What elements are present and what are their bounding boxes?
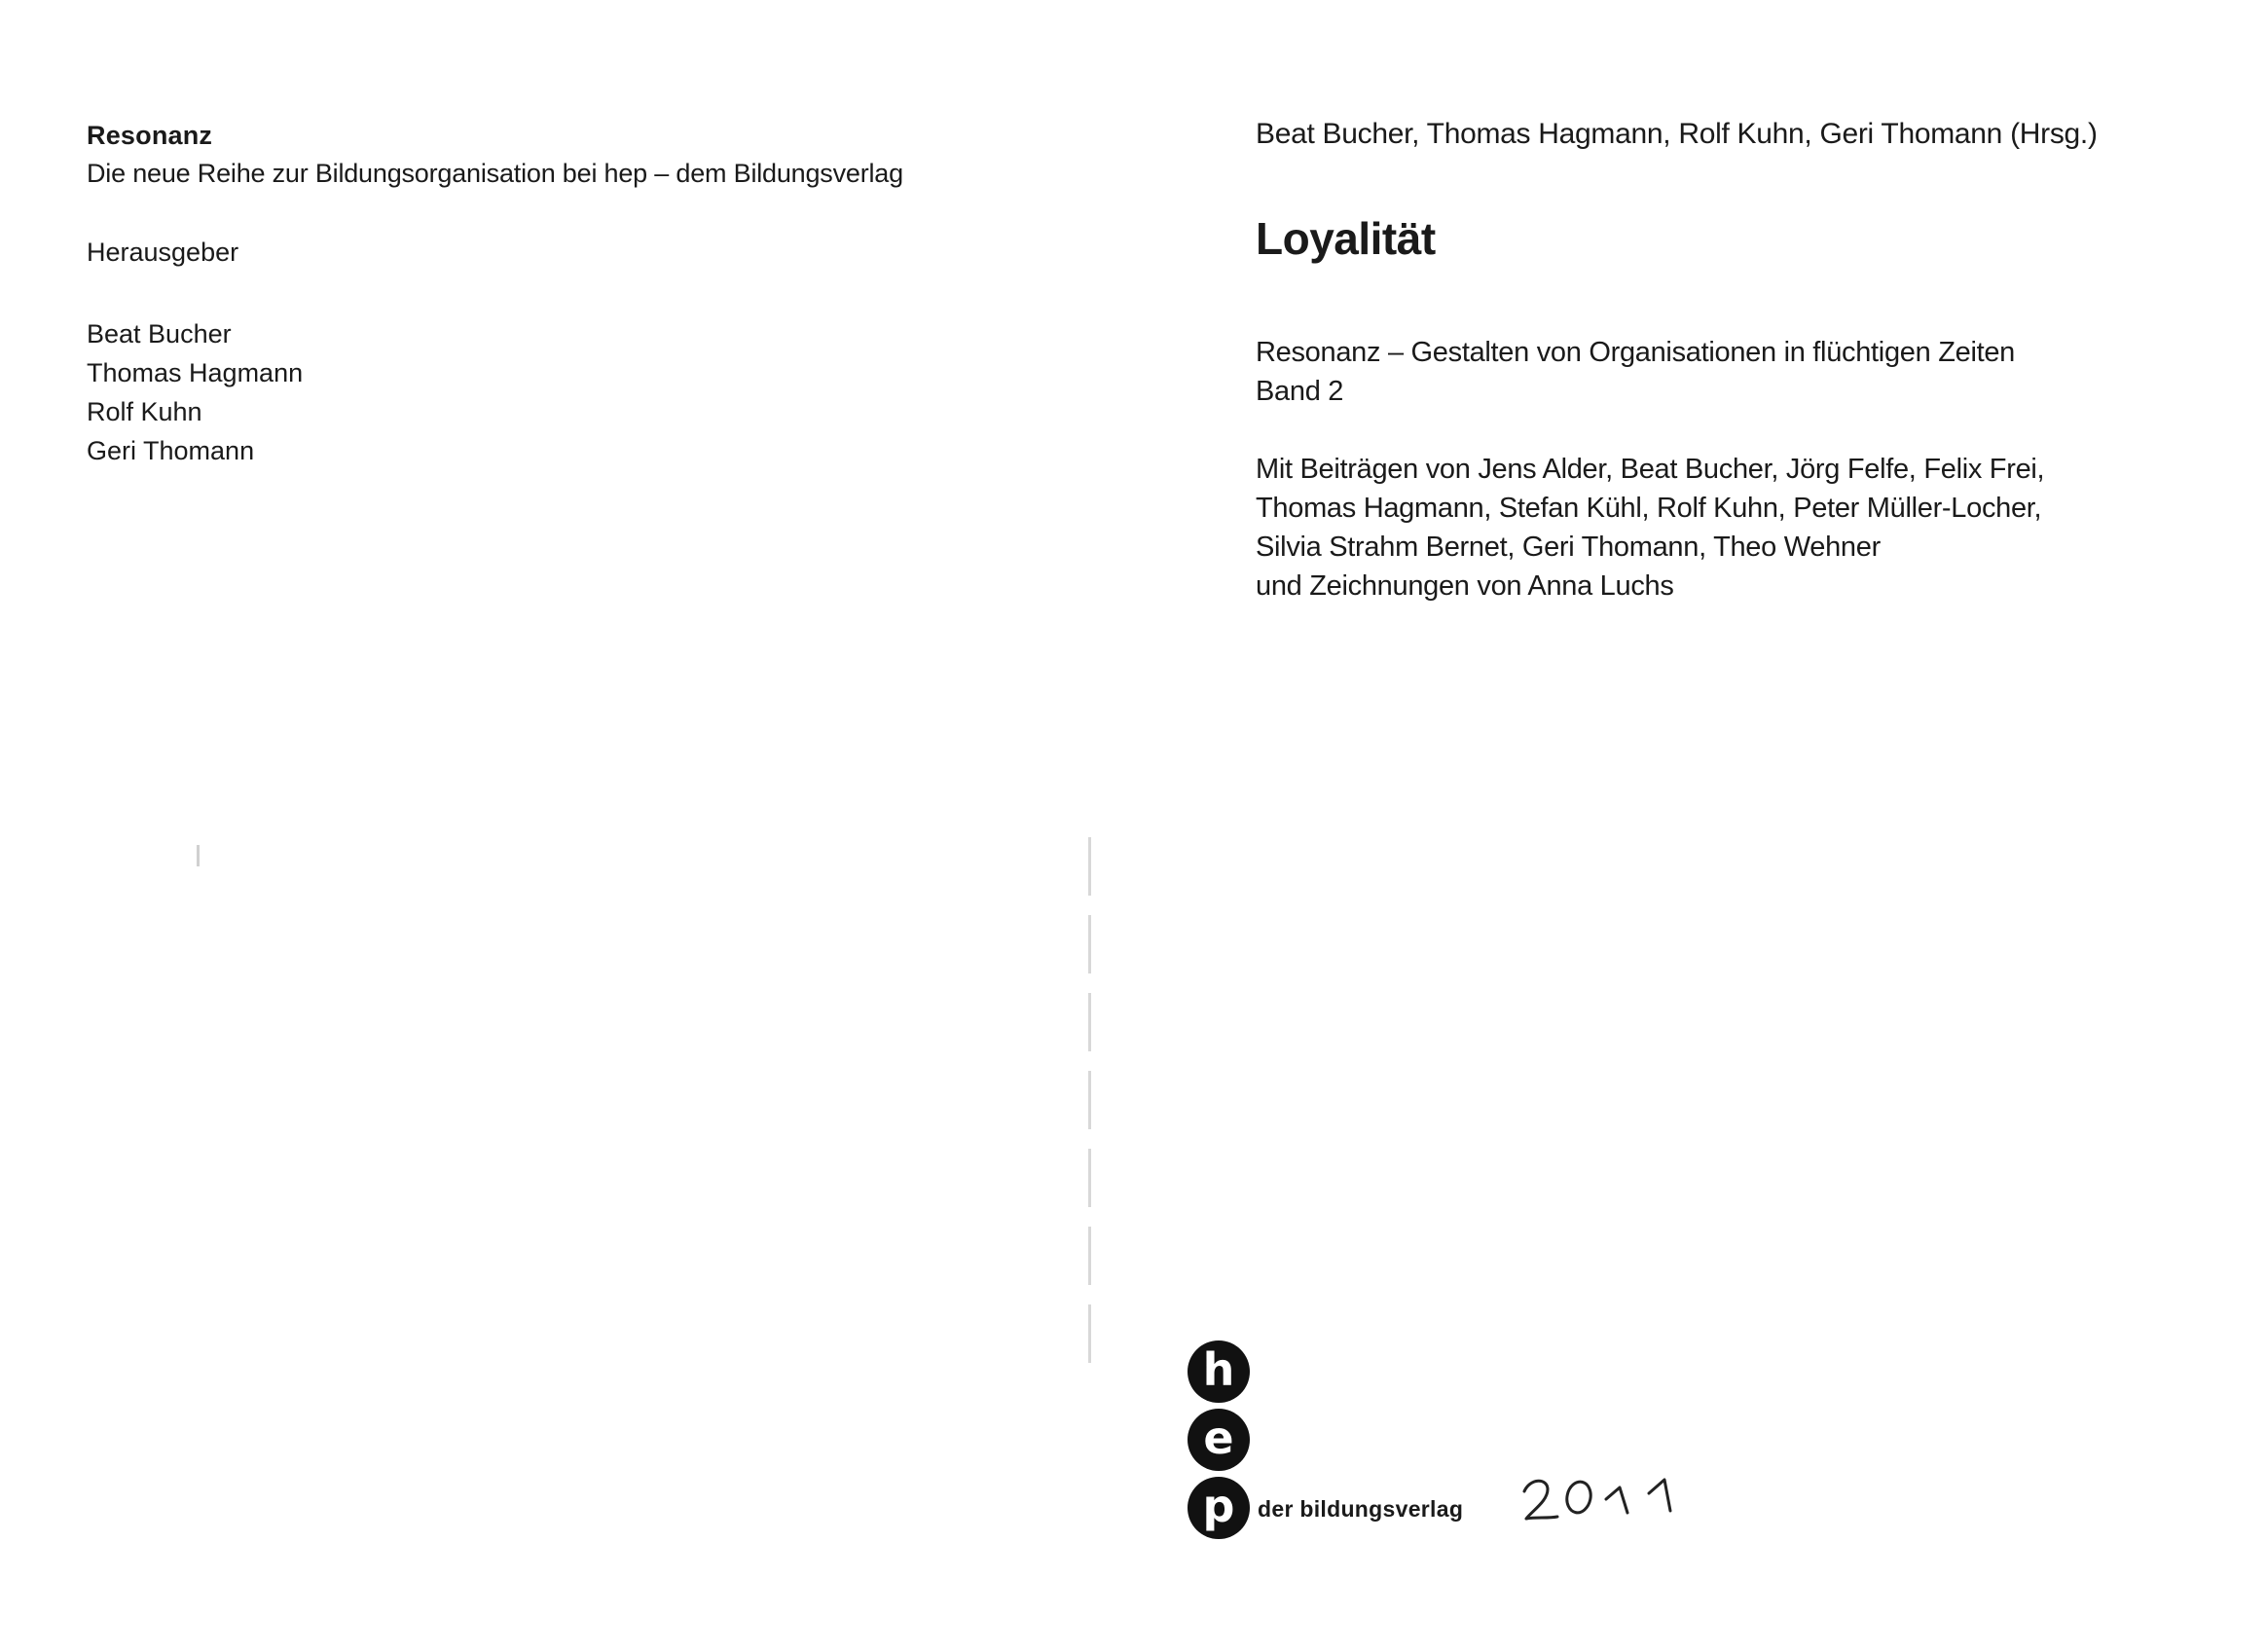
editor-name: Thomas Hagmann xyxy=(87,358,304,387)
left-page xyxy=(0,0,1090,1652)
series-title: Resonanz xyxy=(87,121,213,150)
editor-name: Beat Bucher xyxy=(87,319,232,349)
authors-line: Beat Bucher, Thomas Hagmann, Rolf Kuhn, Geri Thomann (Hrsg.) xyxy=(1256,118,2098,150)
volume-number: Band 2 xyxy=(1256,376,1344,407)
series-subtitle: Die neue Reihe zur Bildungsorganisation bei hep – dem Bildungsverlag xyxy=(87,159,903,188)
logo-letter-e: e xyxy=(1188,1409,1250,1471)
editor-name: Geri Thomann xyxy=(87,436,255,465)
contributors-line: Thomas Hagmann, Stefan Kühl, Rolf Kuhn, Peter Müller-Locher, xyxy=(1256,493,2042,524)
publisher-name: der bildungsverlag xyxy=(1258,1496,1464,1522)
contributors-line: und Zeichnungen von Anna Luchs xyxy=(1256,570,1674,602)
series-line: Resonanz – Gestalten von Organisationen in flüchtigen Zeiten xyxy=(1256,337,2015,368)
logo-letter-p: p xyxy=(1188,1477,1250,1539)
book-title: Loyalität xyxy=(1256,213,1436,264)
scan-speck xyxy=(197,845,200,866)
contributors-line: Silvia Strahm Bernet, Geri Thomann, Theo Wehner xyxy=(1256,532,1881,563)
contributors-line: Mit Beiträgen von Jens Alder, Beat Bucher, Jörg Felfe, Felix Frei, xyxy=(1256,454,2045,485)
editors-list xyxy=(87,314,303,470)
series-block xyxy=(1256,333,2015,411)
contributors-block xyxy=(1256,450,2132,606)
page-gutter xyxy=(1088,837,1091,1382)
handwritten-year xyxy=(1518,1468,1684,1526)
editor-name: Rolf Kuhn xyxy=(87,397,202,426)
logo-letter-h: h xyxy=(1188,1340,1250,1403)
editors-heading: Herausgeber xyxy=(87,238,239,267)
